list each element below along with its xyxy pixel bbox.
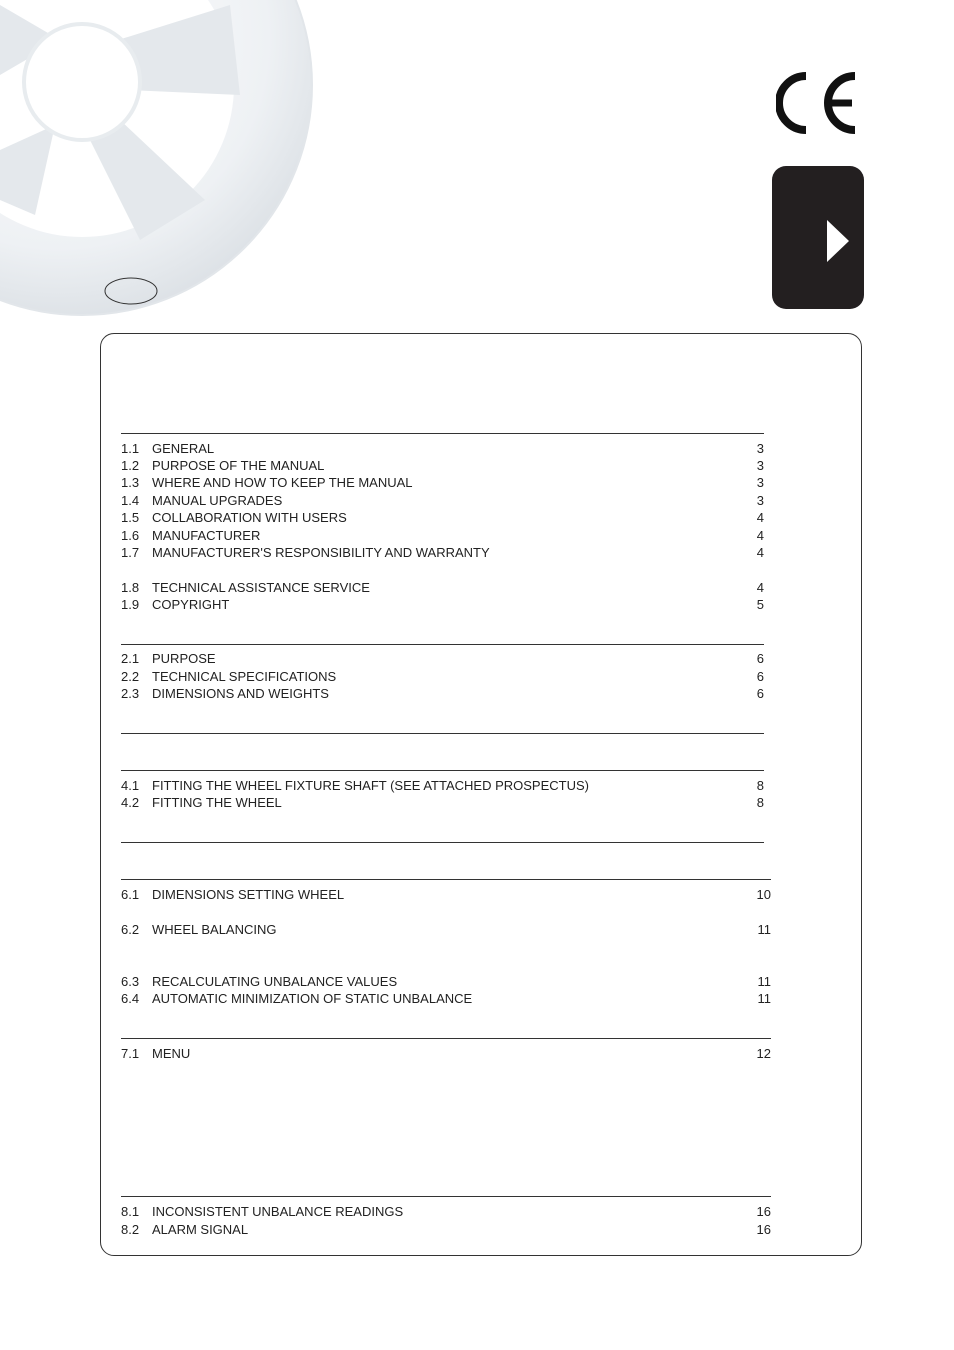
ce-mark-icon — [776, 70, 860, 136]
entry-page: 12 — [756, 1046, 771, 1061]
section-4-rule — [121, 770, 764, 771]
entry-page: 11 — [757, 974, 771, 989]
toc-entry — [121, 528, 764, 544]
entry-title: FITTING THE WHEEL FIXTURE SHAFT (SEE ATTACHED PROSPECTUS) — [152, 778, 589, 793]
toc-entry — [121, 795, 764, 811]
entry-title: PURPOSE OF THE MANUAL — [152, 458, 325, 473]
toc-entry — [121, 441, 764, 457]
entry-page: 3 — [756, 475, 764, 490]
entry-number: 1.9 — [121, 597, 140, 612]
entry-number: 2.1 — [121, 651, 140, 666]
entry-page: 6 — [756, 651, 764, 666]
entry-page: 10 — [756, 887, 771, 902]
entry-title: INCONSISTENT UNBALANCE READINGS — [152, 1204, 404, 1219]
section-8-rule — [121, 1196, 771, 1197]
toc-entry — [121, 1046, 771, 1062]
entry-title: ALARM SIGNAL — [152, 1222, 249, 1237]
entry-page: 16 — [756, 1204, 771, 1219]
entry-number: 1.6 — [121, 528, 140, 543]
entry-title: RECALCULATING UNBALANCE VALUES — [152, 974, 398, 989]
entry-title: GENERAL — [152, 441, 215, 456]
entry-number: 6.1 — [121, 887, 140, 902]
entry-number: 1.2 — [121, 458, 140, 473]
entry-title: COPYRIGHT — [152, 597, 230, 612]
section-1-rule — [121, 433, 764, 434]
entry-title: FITTING THE WHEEL — [152, 795, 282, 810]
section-5-rule — [121, 842, 764, 843]
entry-page: 11 — [757, 991, 771, 1006]
toc-entry — [121, 545, 764, 561]
entry-page: 3 — [756, 441, 764, 456]
entry-page: 11 — [757, 922, 771, 937]
entry-number: 2.3 — [121, 686, 140, 701]
entry-title: MANUFACTURER'S RESPONSIBILITY AND WARRANTY — [152, 545, 490, 560]
entry-page: 16 — [756, 1222, 771, 1237]
chapter-tab — [772, 166, 864, 309]
entry-page: 4 — [756, 545, 764, 560]
section-3-rule — [121, 733, 764, 734]
entry-number: 1.4 — [121, 493, 140, 508]
toc-entry — [121, 1222, 771, 1238]
entry-title: COLLABORATION WITH USERS — [152, 510, 347, 525]
toc-entry — [121, 493, 764, 509]
entry-number: 7.1 — [121, 1046, 140, 1061]
entry-page: 8 — [756, 795, 764, 810]
entry-number: 1.3 — [121, 475, 140, 490]
toc-entry — [121, 887, 771, 903]
entry-number: 1.1 — [121, 441, 140, 456]
entry-number: 1.8 — [121, 580, 140, 595]
toc-entry — [121, 1204, 771, 1220]
entry-number: 6.3 — [121, 974, 140, 989]
entry-title: AUTOMATIC MINIMIZATION OF STATIC UNBALANCE — [152, 991, 473, 1006]
entry-page: 3 — [756, 493, 764, 508]
entry-number: 2.2 — [121, 669, 140, 684]
entry-page: 4 — [756, 528, 764, 543]
wheel-graphic — [0, 0, 320, 320]
entry-title: WHERE AND HOW TO KEEP THE MANUAL — [152, 475, 413, 490]
entry-number: 4.2 — [121, 795, 140, 810]
section-6-rule — [121, 879, 771, 880]
entry-page: 6 — [756, 669, 764, 684]
toc-entry — [121, 922, 771, 938]
entry-title: MENU — [152, 1046, 191, 1061]
entry-number: 4.1 — [121, 778, 140, 793]
section-2-rule — [121, 644, 764, 645]
toc-entry — [121, 510, 764, 526]
entry-number: 1.5 — [121, 510, 140, 525]
entry-number: 6.2 — [121, 922, 140, 937]
entry-title: TECHNICAL SPECIFICATIONS — [152, 669, 337, 684]
entry-title: PURPOSE — [152, 651, 216, 666]
entry-title: TECHNICAL ASSISTANCE SERVICE — [152, 580, 370, 595]
entry-page: 6 — [756, 686, 764, 701]
entry-page: 3 — [756, 458, 764, 473]
entry-page: 5 — [756, 597, 764, 612]
entry-page: 8 — [756, 778, 764, 793]
triangle-right-icon — [827, 220, 849, 262]
entry-title: DIMENSIONS AND WEIGHTS — [152, 686, 329, 701]
entry-title: WHEEL BALANCING — [152, 922, 277, 937]
entry-number: 6.4 — [121, 991, 140, 1006]
entry-title: MANUAL UPGRADES — [152, 493, 283, 508]
toc-entry — [121, 991, 771, 1007]
toc-entry — [121, 974, 771, 990]
entry-number: 8.1 — [121, 1204, 140, 1219]
entry-number: 8.2 — [121, 1222, 140, 1237]
toc-entry — [121, 669, 764, 685]
entry-number: 1.7 — [121, 545, 140, 560]
toc-entry — [121, 475, 764, 491]
entry-title: MANUFACTURER — [152, 528, 261, 543]
toc-entry — [121, 778, 764, 794]
toc-entry — [121, 597, 764, 613]
entry-page: 4 — [756, 580, 764, 595]
section-7-rule — [121, 1038, 771, 1039]
toc-entry — [121, 651, 764, 667]
toc-entry — [121, 580, 764, 596]
entry-title: DIMENSIONS SETTING WHEEL — [152, 887, 345, 902]
toc-entry — [121, 458, 764, 474]
entry-page: 4 — [756, 510, 764, 525]
toc-entry — [121, 686, 764, 702]
